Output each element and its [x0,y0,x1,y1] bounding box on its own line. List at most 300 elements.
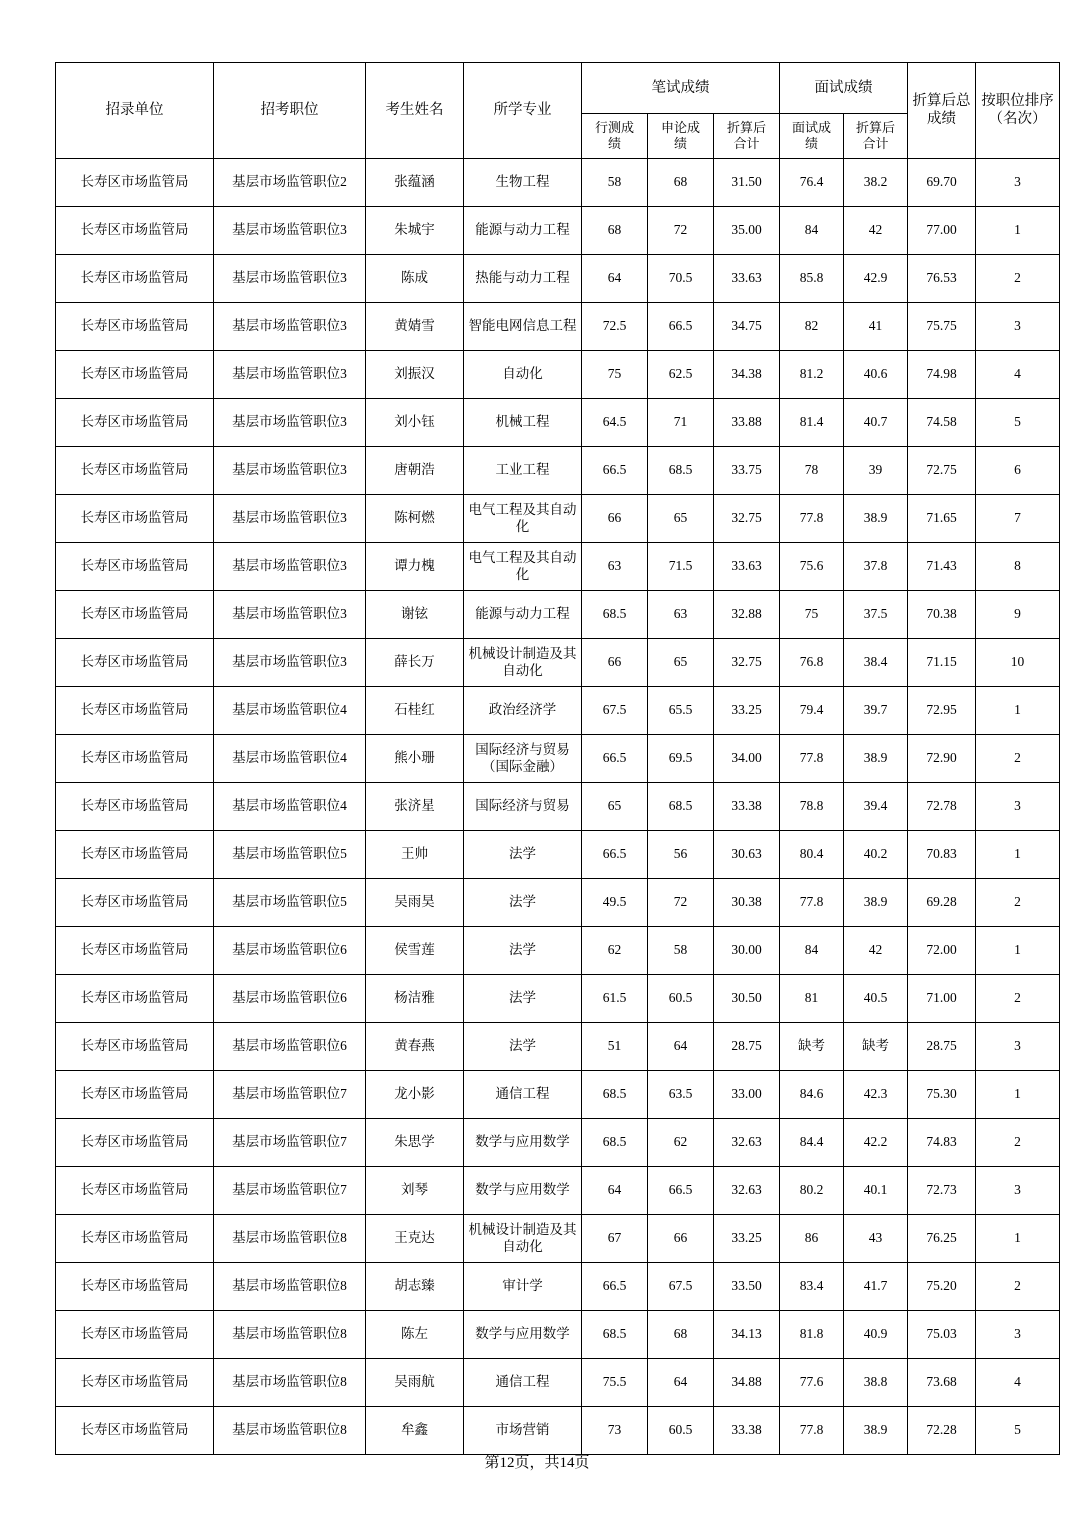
cell-major: 通信工程 [464,1071,582,1119]
col-header-name: 考生姓名 [366,63,464,159]
table-row [56,831,1060,879]
cell-rank: 3 [976,303,1060,351]
cell-written-sum: 32.75 [714,639,780,687]
cell-xingce: 75 [582,351,648,399]
cell-name: 龙小影 [366,1071,464,1119]
cell-shenlun: 66.5 [648,1167,714,1215]
cell-post: 基层市场监管职位7 [214,1119,366,1167]
cell-post: 基层市场监管职位8 [214,1215,366,1263]
cell-xingce: 67 [582,1215,648,1263]
cell-post: 基层市场监管职位5 [214,879,366,927]
cell-major: 通信工程 [464,1359,582,1407]
cell-major: 热能与动力工程 [464,255,582,303]
table-row [56,159,1060,207]
cell-rank: 5 [976,1407,1060,1455]
cell-xingce: 72.5 [582,303,648,351]
cell-shenlun: 68 [648,1311,714,1359]
cell-total: 70.38 [908,591,976,639]
cell-major: 机械工程 [464,399,582,447]
cell-xingce: 68.5 [582,591,648,639]
cell-interview-sum: 40.9 [844,1311,908,1359]
cell-total: 72.78 [908,783,976,831]
cell-unit: 长寿区市场监管局 [56,687,214,735]
cell-unit: 长寿区市场监管局 [56,975,214,1023]
cell-unit: 长寿区市场监管局 [56,1071,214,1119]
cell-rank: 10 [976,639,1060,687]
cell-total: 75.75 [908,303,976,351]
cell-xingce: 64 [582,255,648,303]
cell-post: 基层市场监管职位6 [214,975,366,1023]
cell-xingce: 63 [582,543,648,591]
cell-interview: 78.8 [780,783,844,831]
cell-interview: 85.8 [780,255,844,303]
cell-major: 电气工程及其自动化 [464,495,582,543]
cell-post: 基层市场监管职位3 [214,495,366,543]
cell-rank: 2 [976,1119,1060,1167]
cell-post: 基层市场监管职位6 [214,927,366,975]
cell-name: 黄春燕 [366,1023,464,1071]
cell-post: 基层市场监管职位8 [214,1263,366,1311]
cell-shenlun: 68.5 [648,783,714,831]
cell-shenlun: 69.5 [648,735,714,783]
cell-written-sum: 32.88 [714,591,780,639]
cell-total: 72.73 [908,1167,976,1215]
cell-unit: 长寿区市场监管局 [56,1263,214,1311]
cell-shenlun: 72 [648,207,714,255]
cell-interview-sum: 38.8 [844,1359,908,1407]
cell-total: 70.83 [908,831,976,879]
cell-interview: 80.4 [780,831,844,879]
cell-shenlun: 70.5 [648,255,714,303]
cell-name: 谢铉 [366,591,464,639]
cell-total: 76.53 [908,255,976,303]
cell-total: 71.43 [908,543,976,591]
table-row [56,495,1060,543]
table-row [56,1263,1060,1311]
cell-rank: 3 [976,1023,1060,1071]
cell-major: 数学与应用数学 [464,1119,582,1167]
cell-interview-sum: 42.2 [844,1119,908,1167]
cell-shenlun: 68.5 [648,447,714,495]
cell-unit: 长寿区市场监管局 [56,1023,214,1071]
cell-total: 75.30 [908,1071,976,1119]
cell-interview: 75.6 [780,543,844,591]
cell-rank: 2 [976,255,1060,303]
cell-unit: 长寿区市场监管局 [56,831,214,879]
cell-xingce: 65 [582,783,648,831]
cell-total: 69.70 [908,159,976,207]
cell-name: 刘琴 [366,1167,464,1215]
cell-name: 侯雪莲 [366,927,464,975]
cell-interview-sum: 42.9 [844,255,908,303]
cell-interview: 81.8 [780,1311,844,1359]
cell-major: 数学与应用数学 [464,1311,582,1359]
cell-interview: 84 [780,927,844,975]
cell-name: 薛长万 [366,639,464,687]
cell-xingce: 62 [582,927,648,975]
table-row [56,543,1060,591]
cell-unit: 长寿区市场监管局 [56,207,214,255]
cell-xingce: 68.5 [582,1119,648,1167]
cell-interview-sum: 38.4 [844,639,908,687]
cell-unit: 长寿区市场监管局 [56,447,214,495]
cell-name: 朱城宇 [366,207,464,255]
cell-interview: 83.4 [780,1263,844,1311]
cell-unit: 长寿区市场监管局 [56,543,214,591]
cell-written-sum: 34.00 [714,735,780,783]
cell-major: 电气工程及其自动化 [464,543,582,591]
cell-total: 72.28 [908,1407,976,1455]
cell-name: 吴雨航 [366,1359,464,1407]
cell-total: 75.03 [908,1311,976,1359]
cell-shenlun: 68 [648,159,714,207]
col-header-total: 折算后总 成绩 [908,63,976,159]
cell-unit: 长寿区市场监管局 [56,1359,214,1407]
cell-shenlun: 66 [648,1215,714,1263]
cell-total: 75.20 [908,1263,976,1311]
cell-total: 76.25 [908,1215,976,1263]
cell-interview: 77.6 [780,1359,844,1407]
cell-interview: 78 [780,447,844,495]
cell-post: 基层市场监管职位3 [214,255,366,303]
cell-post: 基层市场监管职位3 [214,591,366,639]
footer-prefix: 第 [484,1455,500,1471]
cell-shenlun: 64 [648,1359,714,1407]
cell-rank: 7 [976,495,1060,543]
table-row [56,1359,1060,1407]
cell-interview: 79.4 [780,687,844,735]
table-row [56,207,1060,255]
cell-xingce: 73 [582,1407,648,1455]
cell-rank: 3 [976,1311,1060,1359]
cell-total: 72.75 [908,447,976,495]
cell-total: 69.28 [908,879,976,927]
cell-total: 73.68 [908,1359,976,1407]
cell-total: 71.15 [908,639,976,687]
footer-suffix: 页 [574,1455,590,1471]
cell-written-sum: 28.75 [714,1023,780,1071]
cell-written-sum: 31.50 [714,159,780,207]
cell-post: 基层市场监管职位4 [214,783,366,831]
cell-written-sum: 33.25 [714,687,780,735]
cell-major: 法学 [464,1023,582,1071]
cell-xingce: 66.5 [582,447,648,495]
cell-written-sum: 34.75 [714,303,780,351]
cell-name: 唐朝浩 [366,447,464,495]
cell-written-sum: 34.88 [714,1359,780,1407]
cell-shenlun: 65 [648,639,714,687]
cell-shenlun: 62 [648,1119,714,1167]
cell-shenlun: 58 [648,927,714,975]
cell-rank: 3 [976,783,1060,831]
cell-major: 生物工程 [464,159,582,207]
cell-name: 陈柯燃 [366,495,464,543]
cell-total: 28.75 [908,1023,976,1071]
cell-xingce: 66 [582,495,648,543]
cell-written-sum: 30.00 [714,927,780,975]
table-row [56,879,1060,927]
cell-shenlun: 72 [648,879,714,927]
cell-xingce: 67.5 [582,687,648,735]
cell-rank: 8 [976,543,1060,591]
cell-major: 法学 [464,831,582,879]
cell-interview-sum: 39 [844,447,908,495]
col-header-written-sum: 折算后 合计 [714,114,780,159]
cell-unit: 长寿区市场监管局 [56,1311,214,1359]
table-row [56,1215,1060,1263]
cell-written-sum: 32.75 [714,495,780,543]
cell-shenlun: 63.5 [648,1071,714,1119]
cell-unit: 长寿区市场监管局 [56,1119,214,1167]
cell-written-sum: 33.25 [714,1215,780,1263]
cell-interview: 缺考 [780,1023,844,1071]
cell-interview-sum: 41 [844,303,908,351]
cell-total: 74.58 [908,399,976,447]
col-header-shenlun: 申论成 绩 [648,114,714,159]
table-row [56,1167,1060,1215]
cell-post: 基层市场监管职位8 [214,1311,366,1359]
cell-xingce: 75.5 [582,1359,648,1407]
cell-total: 72.00 [908,927,976,975]
cell-name: 张济星 [366,783,464,831]
cell-interview: 82 [780,303,844,351]
cell-xingce: 49.5 [582,879,648,927]
cell-rank: 1 [976,1215,1060,1263]
page-footer [0,1451,1074,1472]
cell-post: 基层市场监管职位3 [214,543,366,591]
cell-name: 陈左 [366,1311,464,1359]
cell-interview: 75 [780,591,844,639]
cell-shenlun: 62.5 [648,351,714,399]
cell-interview: 76.4 [780,159,844,207]
cell-total: 72.90 [908,735,976,783]
col-header-xingce: 行测成 绩 [582,114,648,159]
cell-unit: 长寿区市场监管局 [56,303,214,351]
cell-shenlun: 60.5 [648,975,714,1023]
cell-shenlun: 66.5 [648,303,714,351]
cell-written-sum: 30.50 [714,975,780,1023]
cell-interview-sum: 37.8 [844,543,908,591]
cell-interview: 77.8 [780,495,844,543]
cell-interview-sum: 38.9 [844,735,908,783]
cell-xingce: 61.5 [582,975,648,1023]
cell-interview-sum: 41.7 [844,1263,908,1311]
cell-name: 王帅 [366,831,464,879]
cell-written-sum: 32.63 [714,1119,780,1167]
cell-unit: 长寿区市场监管局 [56,1407,214,1455]
cell-unit: 长寿区市场监管局 [56,495,214,543]
cell-total: 74.98 [908,351,976,399]
cell-interview-sum: 42.3 [844,1071,908,1119]
cell-rank: 2 [976,975,1060,1023]
col-header-written-group: 笔试成绩 [582,63,780,114]
cell-post: 基层市场监管职位8 [214,1407,366,1455]
cell-written-sum: 33.00 [714,1071,780,1119]
cell-major: 审计学 [464,1263,582,1311]
cell-written-sum: 33.50 [714,1263,780,1311]
table-body [56,159,1060,1455]
exam-score-table [55,62,1060,1455]
cell-written-sum: 33.38 [714,1407,780,1455]
cell-interview: 77.8 [780,735,844,783]
cell-unit: 长寿区市场监管局 [56,639,214,687]
cell-interview-sum: 39.7 [844,687,908,735]
cell-interview-sum: 38.9 [844,495,908,543]
cell-rank: 9 [976,591,1060,639]
cell-shenlun: 56 [648,831,714,879]
table-row [56,1071,1060,1119]
cell-interview-sum: 42 [844,927,908,975]
cell-total: 77.00 [908,207,976,255]
cell-rank: 4 [976,351,1060,399]
col-header-rank: 按职位排序 （名次） [976,63,1060,159]
cell-rank: 1 [976,207,1060,255]
col-header-post: 招考职位 [214,63,366,159]
cell-interview: 76.8 [780,639,844,687]
cell-post: 基层市场监管职位7 [214,1167,366,1215]
col-header-interview-group: 面试成绩 [780,63,908,114]
cell-interview-sum: 40.7 [844,399,908,447]
cell-post: 基层市场监管职位6 [214,1023,366,1071]
cell-interview: 81.2 [780,351,844,399]
table-row [56,303,1060,351]
cell-major: 法学 [464,927,582,975]
cell-major: 数学与应用数学 [464,1167,582,1215]
cell-interview-sum: 43 [844,1215,908,1263]
cell-unit: 长寿区市场监管局 [56,783,214,831]
cell-rank: 5 [976,399,1060,447]
cell-post: 基层市场监管职位3 [214,207,366,255]
table-header-row-top [56,63,1060,114]
cell-total: 71.65 [908,495,976,543]
cell-shenlun: 67.5 [648,1263,714,1311]
cell-written-sum: 30.38 [714,879,780,927]
table-row [56,735,1060,783]
cell-interview: 81.4 [780,399,844,447]
col-header-unit: 招录单位 [56,63,214,159]
cell-interview: 77.8 [780,879,844,927]
cell-major: 法学 [464,879,582,927]
cell-interview-sum: 40.1 [844,1167,908,1215]
table-row [56,255,1060,303]
cell-post: 基层市场监管职位2 [214,159,366,207]
cell-shenlun: 65 [648,495,714,543]
cell-rank: 1 [976,927,1060,975]
cell-unit: 长寿区市场监管局 [56,1215,214,1263]
cell-unit: 长寿区市场监管局 [56,351,214,399]
cell-rank: 4 [976,1359,1060,1407]
cell-major: 法学 [464,975,582,1023]
cell-total: 72.95 [908,687,976,735]
cell-post: 基层市场监管职位8 [214,1359,366,1407]
cell-name: 谭力槐 [366,543,464,591]
cell-unit: 长寿区市场监管局 [56,735,214,783]
cell-rank: 3 [976,159,1060,207]
cell-xingce: 58 [582,159,648,207]
cell-shenlun: 64 [648,1023,714,1071]
cell-written-sum: 33.75 [714,447,780,495]
cell-rank: 6 [976,447,1060,495]
cell-written-sum: 33.38 [714,783,780,831]
cell-post: 基层市场监管职位5 [214,831,366,879]
cell-interview: 84.4 [780,1119,844,1167]
cell-interview-sum: 40.5 [844,975,908,1023]
cell-name: 刘小钰 [366,399,464,447]
cell-rank: 2 [976,879,1060,927]
footer-middle: 页，共 [514,1455,560,1471]
cell-name: 熊小珊 [366,735,464,783]
cell-unit: 长寿区市场监管局 [56,255,214,303]
cell-interview: 84.6 [780,1071,844,1119]
table-row [56,447,1060,495]
cell-xingce: 64.5 [582,399,648,447]
cell-major: 自动化 [464,351,582,399]
cell-major: 能源与动力工程 [464,591,582,639]
cell-name: 刘振汉 [366,351,464,399]
footer-current-page: 12 [499,1455,515,1471]
cell-interview-sum: 37.5 [844,591,908,639]
cell-post: 基层市场监管职位4 [214,735,366,783]
cell-xingce: 68 [582,207,648,255]
cell-name: 黄婧雪 [366,303,464,351]
cell-xingce: 66.5 [582,735,648,783]
cell-interview-sum: 40.2 [844,831,908,879]
cell-rank: 1 [976,687,1060,735]
table-row [56,1023,1060,1071]
cell-written-sum: 35.00 [714,207,780,255]
cell-unit: 长寿区市场监管局 [56,159,214,207]
col-header-interview-score: 面试成 绩 [780,114,844,159]
cell-interview: 80.2 [780,1167,844,1215]
table-row [56,783,1060,831]
cell-major: 政治经济学 [464,687,582,735]
cell-interview-sum: 38.9 [844,1407,908,1455]
cell-post: 基层市场监管职位3 [214,447,366,495]
cell-xingce: 68.5 [582,1311,648,1359]
cell-rank: 3 [976,1167,1060,1215]
cell-rank: 2 [976,1263,1060,1311]
cell-major: 国际经济与贸易 [464,783,582,831]
cell-written-sum: 30.63 [714,831,780,879]
table-row [56,687,1060,735]
cell-total: 74.83 [908,1119,976,1167]
cell-xingce: 66 [582,639,648,687]
cell-written-sum: 34.13 [714,1311,780,1359]
cell-rank: 1 [976,1071,1060,1119]
table-row [56,639,1060,687]
cell-post: 基层市场监管职位3 [214,639,366,687]
cell-major: 智能电网信息工程 [464,303,582,351]
cell-name: 朱思学 [366,1119,464,1167]
col-header-major: 所学专业 [464,63,582,159]
table-row [56,591,1060,639]
cell-interview-sum: 38.2 [844,159,908,207]
table-header [56,63,1060,159]
cell-unit: 长寿区市场监管局 [56,879,214,927]
cell-interview: 84 [780,207,844,255]
cell-interview-sum: 39.4 [844,783,908,831]
cell-post: 基层市场监管职位3 [214,351,366,399]
cell-rank: 1 [976,831,1060,879]
table-row [56,399,1060,447]
cell-name: 石桂红 [366,687,464,735]
cell-post: 基层市场监管职位3 [214,399,366,447]
cell-shenlun: 71.5 [648,543,714,591]
cell-shenlun: 63 [648,591,714,639]
cell-interview-sum: 40.6 [844,351,908,399]
table-row [56,1407,1060,1455]
cell-major: 国际经济与贸易（国际金融） [464,735,582,783]
